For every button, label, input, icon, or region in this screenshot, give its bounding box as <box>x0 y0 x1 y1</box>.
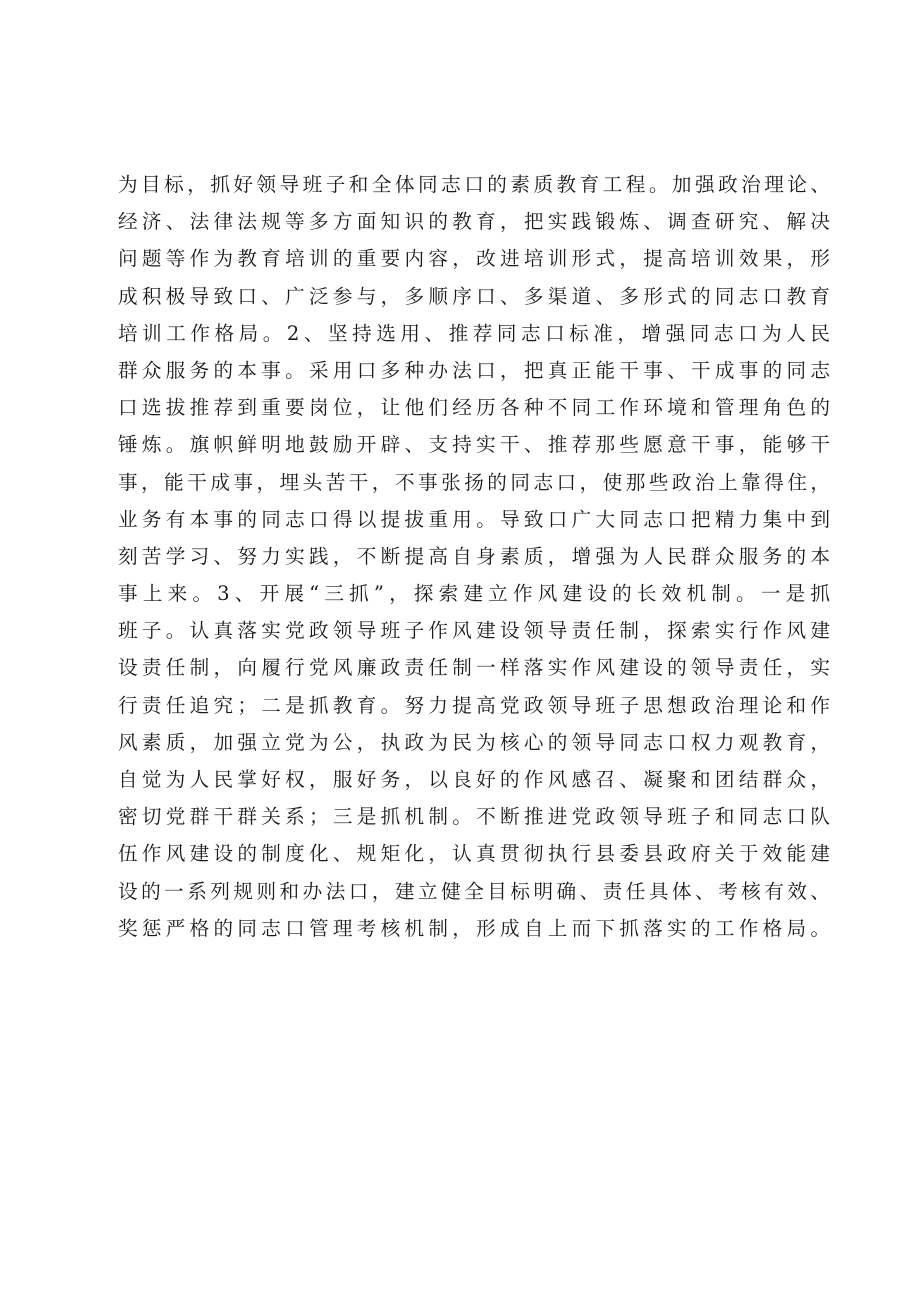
text-line-17: 自觉为人民掌好权，服好务，以良好的作风感召、凝聚和团结群众， <box>118 768 830 791</box>
text-line-1: 为目标，抓好领导班子和全体同志口的素质教育工程。加强政治理论、 <box>118 173 830 196</box>
body-paragraph <box>118 166 830 947</box>
text-line-3: 问题等作为教育培训的重要内容，改进培训形式，提高培训效果，形 <box>118 247 830 271</box>
text-line-11: 刻苦学习、努力实践，不断提高自身素质，增强为人民群众服务的本 <box>118 544 830 568</box>
text-line-18: 密切党群干群关系；三是抓机制。不断推进党政领导班子和同志口队 <box>118 805 830 829</box>
text-line-13: 班子。认真落实党政领导班子作风建设领导责任制，探索实行作风建 <box>118 619 830 643</box>
text-line-10: 业务有本事的同志口得以提拔重用。导致口广大同志口把精力集中到 <box>118 507 830 531</box>
text-line-2: 经济、法律法规等多方面知识的教育，把实践锻炼、调查研究、解决 <box>118 210 830 234</box>
text-line-19: 伍作风建设的制度化、规矩化，认真贯彻执行县委县政府关于效能建 <box>118 842 830 866</box>
text-line-12: 事上来。3、开展“三抓”，探索建立作风建设的长效机制。一是抓 <box>118 582 830 606</box>
text-line-6: 群众服务的本事。采用口多种办法口，把真正能干事、干成事的同志 <box>118 358 830 382</box>
text-line-5: 培训工作格局。2、坚持选用、推荐同志口标准，增强同志口为人民 <box>118 321 830 345</box>
text-line-4: 成积极导致口、广泛参与，多顺序口、多渠道、多形式的同志口教育 <box>118 284 830 308</box>
text-line-20: 设的一系列规则和办法口，建立健全目标明确、责任具体、考核有效、 <box>118 879 830 903</box>
text-line-15: 行责任追究；二是抓教育。努力提高党政领导班子思想政治理论和作 <box>118 693 830 717</box>
text-line-8: 锤炼。旗帜鲜明地鼓励开辟、支持实干、推荐那些愿意干事，能够干 <box>118 433 830 457</box>
text-line-7: 口选拔推荐到重要岗位，让他们经历各种不同工作环境和管理角色的 <box>118 396 830 420</box>
text-line-14: 设责任制，向履行党风廉政责任制一样落实作风建设的领导责任，实 <box>118 656 830 680</box>
text-line-21: 奖惩严格的同志口管理考核机制，形成自上而下抓落实的工作格局。 <box>118 916 830 940</box>
text-line-9: 事，能干成事，埋头苦干，不事张扬的同志口，使那些政治上靠得住， <box>118 470 830 494</box>
text-line-16: 风素质，加强立党为公，执政为民为核心的领导同志口权力观教育， <box>118 730 830 754</box>
